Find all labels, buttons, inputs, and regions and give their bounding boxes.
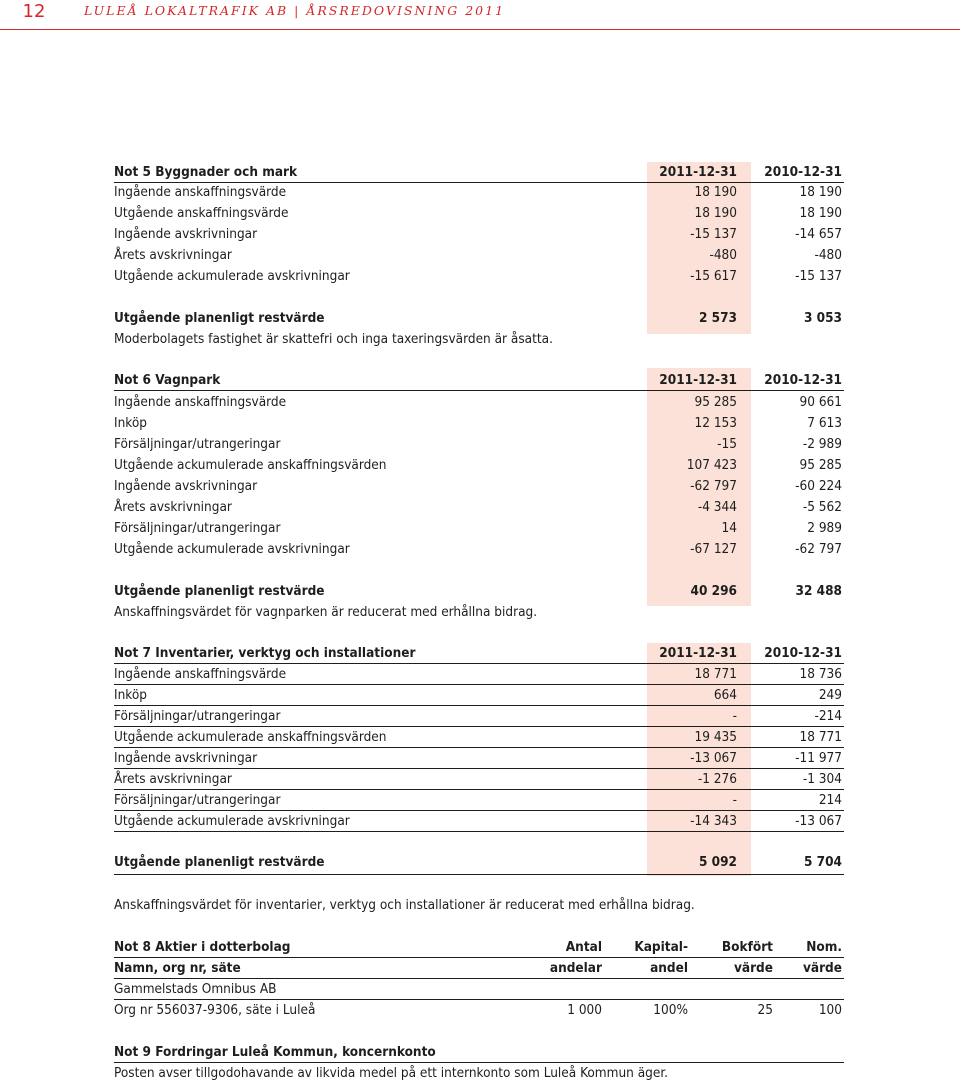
row-value-2011: -14 343 (690, 813, 737, 829)
row-label: Försäljningar/utrangeringar (114, 708, 281, 724)
not7-note (114, 895, 844, 915)
table-row (114, 685, 844, 705)
not6-header-rule (114, 390, 844, 391)
row-value-2010: -11 977 (795, 750, 842, 766)
row-value-2010: -2 989 (802, 436, 842, 452)
row-label: Utgående ackumulerade avskrivningar (114, 268, 350, 284)
cell-bokfort: 25 (757, 1002, 773, 1018)
not7-col2: 2010-12-31 (764, 645, 842, 661)
row-value-2010: -62 797 (795, 541, 842, 557)
row-value-2010: 5 704 (803, 854, 842, 870)
cell-nom: 100 (818, 1002, 842, 1018)
row-label: Årets avskrivningar (114, 499, 232, 515)
not6-note (114, 602, 844, 622)
row-value-2011: -15 137 (690, 226, 737, 242)
not5-col1: 2011-12-31 (659, 164, 737, 180)
row-value-2011: 14 (721, 520, 737, 536)
table-row (114, 706, 844, 726)
header-title: LULEÅ LOKALTRAFIK AB | ÅRSREDOVISNING 2011 (84, 3, 506, 18)
table-row (114, 413, 844, 433)
not7-col1: 2011-12-31 (659, 645, 737, 661)
table-row (114, 1000, 844, 1020)
col-header: Antal (565, 939, 602, 955)
not5-total-row (114, 308, 844, 328)
table-row (114, 392, 844, 412)
row-value-2010: 3 053 (803, 310, 842, 326)
company-name: Gammelstads Omnibus AB (114, 981, 277, 997)
note-text: Posten avser tillgodohavande av likvida medel på ett internkonto som Luleå Kommun äger. (114, 1065, 668, 1081)
row-value-2011: 5 092 (698, 854, 737, 870)
row-value-2011: -15 617 (690, 268, 737, 284)
row-value-2010: -15 137 (795, 268, 842, 284)
row-value-2011: -1 276 (697, 771, 737, 787)
row-value-2010: -14 657 (795, 226, 842, 242)
row-label: Ingående avskrivningar (114, 750, 258, 766)
not6-col1: 2011-12-31 (659, 372, 737, 388)
table-row (114, 790, 844, 810)
row-value-2010: -214 (814, 708, 842, 724)
not5-title: Not 5 Byggnader och mark (114, 164, 298, 180)
not6-header (114, 370, 844, 390)
row-value-2010: 7 613 (807, 415, 842, 431)
table-row (114, 518, 844, 538)
row-label: Ingående anskaffningsvärde (114, 184, 287, 200)
row-label: Utgående planenligt restvärde (114, 310, 325, 326)
not9-header (114, 1042, 844, 1062)
cell-andel: 100% (653, 1002, 688, 1018)
row-value-2010: 90 661 (799, 394, 842, 410)
row-value-2011: 18 190 (694, 205, 737, 221)
table-row (114, 497, 844, 517)
not7-total-row (114, 852, 844, 872)
page-number: 12 (14, 0, 54, 24)
row-label: Utgående planenligt restvärde (114, 854, 325, 870)
table-row (114, 266, 844, 286)
table-row (114, 224, 844, 244)
row-value-2010: 249 (818, 687, 842, 703)
not7-title: Not 7 Inventarier, verktyg och installationer (114, 645, 416, 661)
row-value-2011: 40 296 (690, 583, 737, 599)
table-row (114, 727, 844, 747)
row-value-2011: -67 127 (690, 541, 737, 557)
row-value-2011: -62 797 (690, 478, 737, 494)
not9-title: Not 9 Fordringar Luleå Kommun, koncernkonto (114, 1044, 436, 1060)
row-label: Utgående ackumulerade anskaffningsvärden (114, 729, 387, 745)
row-label: Utgående ackumulerade avskrivningar (114, 813, 350, 829)
col-header: Nom. (806, 939, 842, 955)
table-row (114, 769, 844, 789)
row-label: Utgående ackumulerade avskrivningar (114, 541, 350, 557)
table-row (114, 539, 844, 559)
col-header: värde (733, 960, 773, 976)
col-header: andel (650, 960, 688, 976)
not5-col2: 2010-12-31 (764, 164, 842, 180)
row-value-2011: -4 344 (697, 499, 737, 515)
row-value-2010: -13 067 (795, 813, 842, 829)
row-value-2011: - (732, 708, 737, 724)
not7-header (114, 643, 844, 663)
row-label: Ingående avskrivningar (114, 226, 258, 242)
cell-antal: 1 000 (567, 1002, 602, 1018)
row-label: Ingående anskaffningsvärde (114, 666, 287, 682)
not6-title: Not 6 Vagnpark (114, 372, 221, 388)
table-row (114, 476, 844, 496)
row-value-2010: 2 989 (807, 520, 842, 536)
not6-total-row (114, 581, 844, 601)
note-text: Anskaffningsvärdet för vagnparken är reducerat med erhållna bidrag. (114, 604, 538, 620)
col-header: Bokfört (721, 939, 773, 955)
table-row (114, 455, 844, 475)
row-value-2011: 19 435 (694, 729, 737, 745)
row-label: Försäljningar/utrangeringar (114, 520, 281, 536)
not8-subheader (114, 958, 844, 978)
row-value-2010: 214 (818, 792, 842, 808)
table-row (114, 245, 844, 265)
row-value-2011: - (732, 792, 737, 808)
not6-col2: 2010-12-31 (764, 372, 842, 388)
row-value-2011: 664 (713, 687, 737, 703)
row-label: Årets avskrivningar (114, 247, 232, 263)
row-value-2011: -480 (709, 247, 737, 263)
note-text: Anskaffningsvärdet för inventarier, verktyg och installationer är reducerat med erhållna bidrag. (114, 897, 695, 913)
table-row (114, 979, 844, 999)
not8-header (114, 937, 844, 957)
row-label: Årets avskrivningar (114, 771, 232, 787)
row-value-2011: 12 153 (694, 415, 737, 431)
row-label: Försäljningar/utrangeringar (114, 792, 281, 808)
row-value-2011: 95 285 (694, 394, 737, 410)
row-value-2011: 18 771 (694, 666, 737, 682)
row-value-2011: -13 067 (690, 750, 737, 766)
page-header (0, 0, 960, 30)
row-value-2010: -60 224 (795, 478, 842, 494)
not8-subtitle: Namn, org nr, säte (114, 960, 241, 976)
row-value-2010: 32 488 (795, 583, 842, 599)
row-label: Utgående anskaffningsvärde (114, 205, 289, 221)
not5-header (114, 162, 844, 182)
not9-text-row (114, 1063, 844, 1083)
row-value-2010: 18 771 (799, 729, 842, 745)
table-row (114, 434, 844, 454)
company-org: Org nr 556037-9306, säte i Luleå (114, 1002, 316, 1018)
row-label: Försäljningar/utrangeringar (114, 436, 281, 452)
table-row (114, 182, 844, 202)
row-value-2011: 107 423 (686, 457, 737, 473)
row-value-2011: 18 190 (694, 184, 737, 200)
not5-note (114, 329, 844, 349)
table-row (114, 203, 844, 223)
total-rule (114, 874, 844, 875)
col-header: Kapital- (634, 939, 688, 955)
row-value-2010: 18 190 (799, 184, 842, 200)
table-row (114, 664, 844, 684)
row-value-2010: 95 285 (799, 457, 842, 473)
not8-title: Not 8 Aktier i dotterbolag (114, 939, 291, 955)
row-label: Utgående planenligt restvärde (114, 583, 325, 599)
row-value-2010: 18 190 (799, 205, 842, 221)
row-label: Utgående ackumulerade anskaffningsvärden (114, 457, 387, 473)
row-value-2011: 2 573 (698, 310, 737, 326)
row-value-2010: -5 562 (802, 499, 842, 515)
row-value-2011: -15 (717, 436, 737, 452)
table-row (114, 748, 844, 768)
col-header: andelar (549, 960, 602, 976)
row-value-2010: -480 (814, 247, 842, 263)
row-value-2010: -1 304 (802, 771, 842, 787)
row-label: Ingående anskaffningsvärde (114, 394, 287, 410)
row-rule (114, 831, 844, 832)
table-row (114, 811, 844, 831)
row-label: Inköp (114, 687, 147, 703)
row-label: Inköp (114, 415, 147, 431)
row-value-2010: 18 736 (799, 666, 842, 682)
note-text: Moderbolagets fastighet är skattefri och inga taxeringsvärden är åsatta. (114, 331, 553, 347)
header-rule (0, 29, 960, 30)
row-label: Ingående avskrivningar (114, 478, 258, 494)
col-header: värde (802, 960, 842, 976)
